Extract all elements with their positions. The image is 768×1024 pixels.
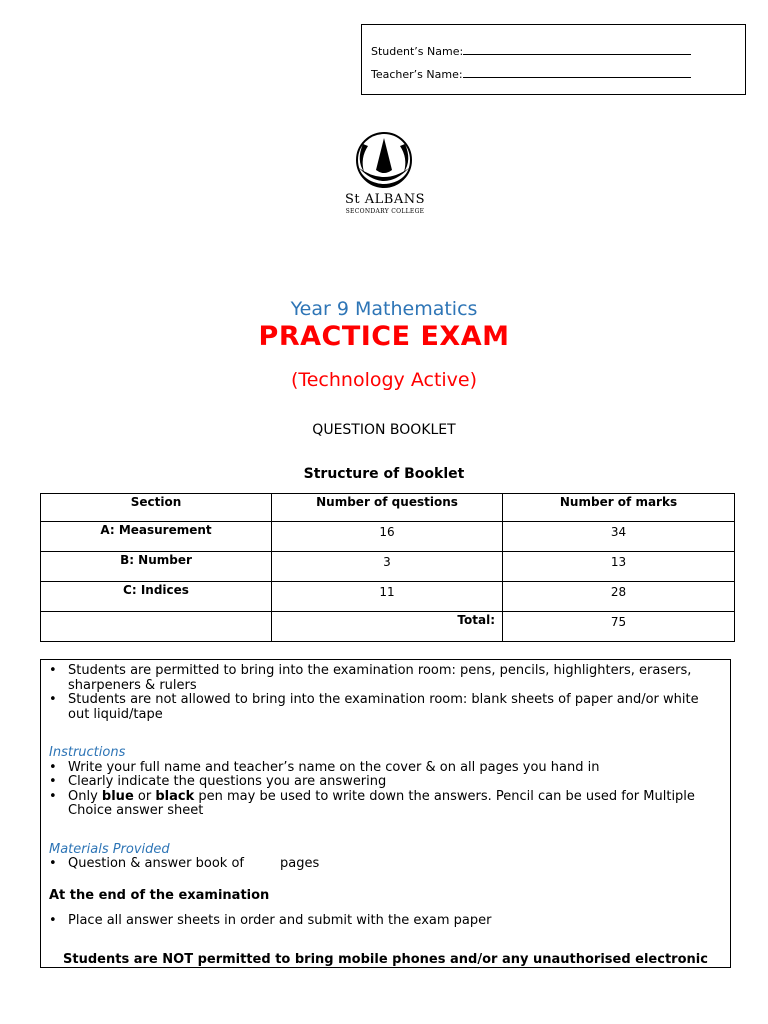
marks-cell: 28	[503, 582, 735, 612]
list-item: • Students are permitted to bring into the examination room: pens, pencils, highlighters, erasers, sharpeners & rulers	[41, 664, 730, 693]
school-name	[330, 192, 440, 207]
table-total-row	[41, 612, 735, 642]
instr-blue: blue	[101, 788, 134, 804]
teacher-name-line[interactable]	[371, 67, 691, 81]
teacher-name-label: Teacher’s Name:	[371, 68, 463, 81]
teacher-name-blank[interactable]	[463, 67, 691, 78]
table-row	[41, 582, 735, 612]
table-header-row	[41, 494, 735, 522]
section-cell: C: Indices	[41, 582, 272, 612]
empty-cell	[41, 612, 272, 642]
booklet-label: QUESTION BOOKLET	[312, 422, 456, 438]
marks-cell: 34	[503, 522, 735, 552]
rules-box	[40, 659, 731, 968]
instr-text: Only	[68, 788, 102, 804]
list-item: • Place all answer sheets in order and submit with the exam paper	[41, 914, 730, 929]
school-subtitle: SECONDARY COLLEGE	[345, 208, 425, 215]
marks-cell: 13	[503, 552, 735, 582]
exam-title: PRACTICE EXAM	[258, 321, 510, 352]
section-cell: A: Measurement	[41, 522, 272, 552]
student-name-label: Student’s Name:	[371, 45, 464, 58]
list-item: • Write your full name and teacher’s name on the cover & on all pages you hand in	[41, 761, 730, 776]
school-name-main: ALBANS	[364, 192, 426, 207]
list-item: • Students are not allowed to bring into the examination room: blank sheets of paper and/or white out liquid/tape	[41, 693, 730, 722]
name-box	[361, 24, 746, 95]
end-list	[41, 914, 730, 929]
instr-text: or	[133, 788, 156, 804]
total-value: 75	[503, 612, 735, 642]
structure-heading: Structure of Booklet	[303, 466, 465, 482]
material-text: pages	[279, 856, 320, 871]
table-row	[41, 552, 735, 582]
list-item	[41, 857, 730, 872]
questions-cell: 16	[272, 522, 503, 552]
questions-cell: 3	[272, 552, 503, 582]
student-name-blank[interactable]	[463, 44, 691, 55]
school-crest-icon	[330, 130, 440, 192]
room-rules-list	[41, 664, 730, 722]
column-header-marks: Number of marks	[503, 494, 735, 522]
list-item: • Clearly indicate the questions you are answering	[41, 775, 730, 790]
table-row	[41, 522, 735, 552]
school-logo	[330, 130, 440, 220]
materials-list	[41, 857, 730, 872]
column-header-questions: Number of questions	[272, 494, 503, 522]
instr-black: black	[155, 788, 195, 804]
exam-mode: (Technology Active)	[290, 369, 478, 391]
list-item	[41, 790, 730, 819]
structure-table	[40, 493, 735, 642]
material-text: Question & answer book of	[68, 856, 244, 871]
column-header-section: Section	[41, 494, 272, 522]
end-heading: At the end of the examination	[49, 887, 270, 903]
questions-cell: 11	[272, 582, 503, 612]
instructions-heading: Instructions	[49, 745, 126, 760]
instr-text: pen may be used to write down the answers. Pencil can be used for Multiple Choice answer sheet	[68, 788, 695, 818]
student-name-line[interactable]	[371, 44, 691, 58]
subject-title: Year 9 Mathematics	[290, 298, 478, 320]
materials-heading: Materials Provided	[49, 841, 170, 857]
total-label: Total:	[272, 612, 503, 642]
school-name-prefix: St	[344, 192, 361, 207]
warning-text: Students are NOT permitted to bring mobile phones and/or any unauthorised electronic	[63, 951, 708, 967]
instructions-list	[41, 761, 730, 819]
section-cell: B: Number	[41, 552, 272, 582]
